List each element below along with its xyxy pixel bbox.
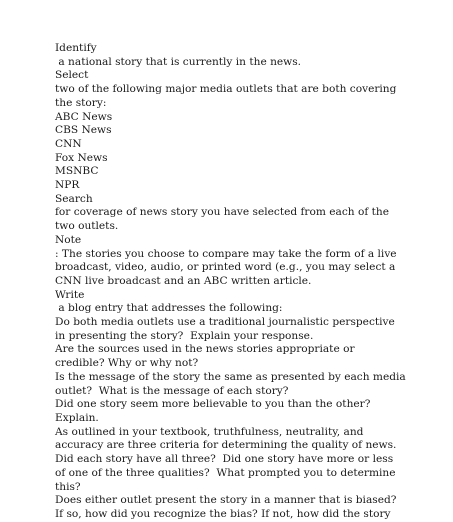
media-outlet-item: Fox News — [55, 151, 108, 164]
question-line: of one of the three qualities? What prompted you to determine — [55, 466, 396, 479]
question-line: As outlined in your textbook, truthfulness, neutrality, and — [55, 425, 364, 438]
question-line: in presenting the story? Explain your response. — [55, 329, 314, 342]
text-line: a national story that is currently in the news. — [55, 55, 302, 68]
text-line: CNN live broadcast and an ABC written article. — [55, 274, 312, 287]
text-line-heading-select: Select — [55, 69, 89, 82]
text-line-heading-identify: Identify — [55, 42, 97, 54]
question-line: Explain. — [55, 411, 99, 424]
question-line: Are the sources used in the news stories appropriate or — [55, 343, 355, 356]
question-line: Does either outlet present the story in a manner that is biased? — [55, 494, 397, 507]
question-line: outlet? What is the message of each story? — [55, 384, 289, 397]
media-outlet-item: NPR — [55, 179, 80, 192]
media-outlet-item: MSNBC — [55, 165, 99, 178]
text-line: two of the following major media outlets that are both covering — [55, 83, 397, 96]
question-line: Do both media outlets use a traditional journalistic perspective — [55, 316, 395, 329]
question-line: credible? Why or why not? — [55, 357, 199, 370]
document-page — [55, 42, 447, 522]
question-line: Did each story have all three? Did one story have more or less — [55, 453, 394, 466]
question-line: Did one story seem more believable to you than the other? — [55, 398, 371, 411]
media-outlet-item: CNN — [55, 137, 82, 150]
text-line-heading-write: Write — [55, 288, 85, 301]
text-line: two outlets. — [55, 220, 119, 233]
question-line: If so, how did you recognize the bias? If not, how did the story — [55, 507, 391, 520]
question-line: Is the message of the story the same as presented by each media — [55, 370, 406, 383]
media-outlet-item: CBS News — [55, 124, 112, 137]
text-line: a blog entry that addresses the following: — [55, 302, 283, 315]
question-line: this? — [55, 480, 81, 493]
media-outlet-item: ABC News — [55, 110, 113, 123]
text-line-heading-note: Note — [55, 233, 82, 246]
text-line: broadcast, video, audio, or printed word (e.g., you may select a — [55, 261, 396, 274]
question-line: accuracy are three criteria for determining the quality of news. — [55, 439, 397, 452]
text-line: : The stories you choose to compare may take the form of a live — [55, 247, 397, 260]
text-line: the story: — [55, 96, 107, 109]
text-line: for coverage of news story you have selected from each of the — [55, 206, 389, 219]
text-line-heading-search: Search — [55, 192, 93, 205]
